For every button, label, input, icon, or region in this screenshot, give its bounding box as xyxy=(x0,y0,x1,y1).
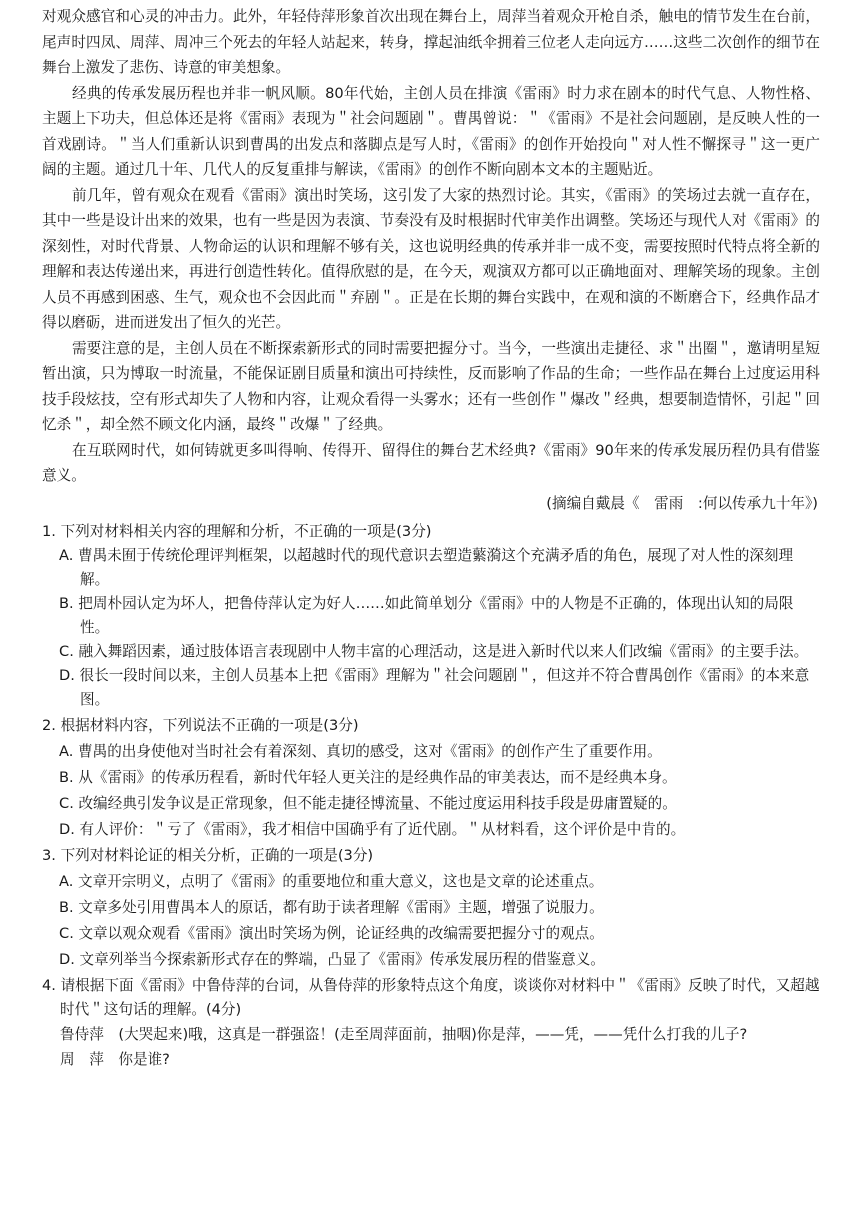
question-1 xyxy=(42,520,820,712)
option-c: C. 融入舞蹈因素，通过肢体语言表现剧中人物丰富的心理活动，这是进入新时代以来人们改编《雷雨》的主要手法。 xyxy=(59,643,809,660)
question-3 xyxy=(42,844,820,972)
option-c: C. 改编经典引发争议是正常现象，但不能走捷径博流量、不能过度运用科技手段是毋庸置疑的。 xyxy=(59,795,677,812)
article-paragraph: 需要注意的是，主创人员在不断探索新形式的同时需要把握分寸。当今，一些演出走捷径、求＂出圈＂，邀请明星短暂出演，只为博取一时流量，不能保证剧目质量和演出可持续性，反而影响了作品的生命；一些作品在舞台上过度运用科技手段炫技，空有形式却失了人物和内容，让观众看得一头雾水；还有一些创作＂爆改＂经典，想要制造情怀，引起＂回忆杀＂，却全然不顾文化内涵，最终＂改爆＂了经典。 xyxy=(42,339,820,433)
article-paragraph: 前几年，曾有观众在观看《雷雨》演出时笑场，这引发了大家的热烈讨论。其实，《雷雨》的笑场过去就一直存在，其中一些是设计出来的效果，也有一些是因为表演、节奏没有及时根据时代审美作出调整。笑场还与现代人对《雷雨》的深刻性，对时代背景、人物命运的认识和理解不够有关，这也说明经典的传承并非一成不变，需要按照时代特点将全新的理解和表达传递出来，再进行创造性转化。值得欣慰的是，在今天，观演双方都可以正确地面对、理解笑场的现象。主创人员不再感到困惑、生气，观众也不会因此而＂弃剧＂。正是在长期的舞台实践中，在观和演的不断磨合下，经典作品才得以磨砺，进而迸发出了恒久的光芒。 xyxy=(42,186,820,331)
option-b: B. 把周朴园认定为坏人，把鲁侍萍认定为好人……如此简单划分《雷雨》中的人物是不正确的，体现出认知的局限性。 xyxy=(59,595,794,636)
question-stem: 1. 下列对材料相关内容的理解和分析，不正确的一项是(3分) xyxy=(42,523,432,540)
question-stem: 2. 根据材料内容，下列说法不正确的一项是(3分) xyxy=(42,717,359,734)
article-paragraph: 对观众感官和心灵的冲击力。此外，年轻侍萍形象首次出现在舞台上，周萍当着观众开枪自杀，触电的情节发生在台前，尾声时四凤、周萍、周冲三个死去的年轻人站起来，转身，撑起油纸伞拥着三位老人走向远方……这些二次创作的细节在舞台上激发了悲伤、诗意的审美想象。 xyxy=(42,8,820,76)
question-stem: 4. 请根据下面《雷雨》中鲁侍萍的台词，从鲁侍萍的形象特点这个角度，谈谈你对材料中＂《雷雨》反映了时代，又超越时代＂这句话的理解。(4分) xyxy=(42,977,820,1018)
dialogue-line: 鲁侍萍 (大哭起来)哦，这真是一群强盗！(走至周萍面前，抽咽)你是萍，——凭，——凭什么打我的儿子? xyxy=(60,1026,748,1043)
exam-page xyxy=(0,4,860,1220)
article-paragraph: 经典的传承发展历程也并非一帆风顺。80年代始，主创人员在排演《雷雨》时力求在剧本的时代气息、人物性格、主题上下功夫，但总体还是将《雷雨》表现为＂社会问题剧＂。曹禺曾说：＂《雷雨》不是社会问题剧，是反映人性的一首戏剧诗。＂当人们重新认识到曹禺的出发点和落脚点是写人时，《雷雨》的创作开始投向＂对人性不懈探寻＂这一更广阔的主题。通过几十年、几代人的反复重排与解读，《雷雨》的创作不断向剧本文本的主题贴近。 xyxy=(42,84,820,178)
option-b: B. 从《雷雨》的传承历程看，新时代年轻人更关注的是经典作品的审美表达，而不是经典本身。 xyxy=(59,769,677,786)
question-2 xyxy=(42,714,820,842)
option-a: A. 曹禺未囿于传统伦理评判框架，以超越时代的现代意识去塑造蘩漪这个充满矛盾的角色，展现了对人性的深刻理解。 xyxy=(59,547,794,588)
question-4 xyxy=(42,974,820,1072)
article-paragraph: 在互联网时代，如何铸就更多叫得响、传得开、留得住的舞台艺术经典?《雷雨》90年来的传承发展历程仍具有借鉴意义。 xyxy=(42,441,820,484)
question-stem: 3. 下列对材料论证的相关分析，正确的一项是(3分) xyxy=(42,847,374,864)
option-d: D. 很长一段时间以来，主创人员基本上把《雷雨》理解为＂社会问题剧＂，但这并不符合曹禺创作《雷雨》的本来意图。 xyxy=(59,667,810,708)
dialogue-line: 周 萍 你是谁? xyxy=(60,1051,170,1068)
option-b: B. 文章多处引用曹禺本人的原话，都有助于读者理解《雷雨》主题，增强了说服力。 xyxy=(59,899,604,916)
option-a: A. 文章开宗明义，点明了《雷雨》的重要地位和重大意义，这也是文章的论述重点。 xyxy=(59,873,604,890)
article-source: (摘编自戴晨《 雷雨 :何以传承九十年》) xyxy=(546,494,818,512)
option-d: D. 有人评价：＂亏了《雷雨》，我才相信中国确乎有了近代剧。＂从材料看，这个评价是中肯的。 xyxy=(59,821,686,838)
option-d: D. 文章列举当今探索新形式存在的弊端，凸显了《雷雨》传承发展历程的借鉴意义。 xyxy=(59,951,605,968)
option-c: C. 文章以观众观看《雷雨》演出时笑场为例，论证经典的改编需要把握分寸的观点。 xyxy=(59,925,604,942)
option-a: A. 曹禺的出身使他对当时社会有着深刻、真切的感受，这对《雷雨》的创作产生了重要作用。 xyxy=(59,743,662,760)
